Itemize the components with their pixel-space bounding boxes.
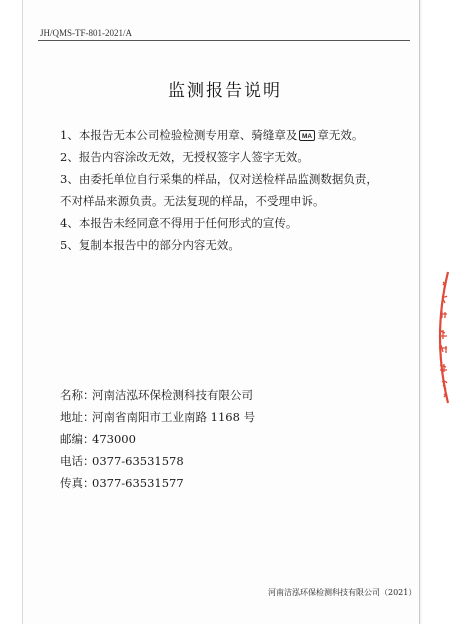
address-label: 地址： — [60, 410, 95, 424]
page-title: 监测报告说明 — [168, 81, 282, 101]
note-item-4: 4、本报告未经同意不得用于任何形式的宣传。 — [60, 216, 298, 230]
phone-row — [60, 450, 390, 472]
phone-value: 0377-63531578 — [92, 454, 184, 468]
cma-mark-icon — [299, 130, 315, 141]
seam-seal-icon — [430, 270, 450, 405]
note-3-text: 3、由委托单位自行采集的样品，仅对送检样品监测数据负责， — [60, 172, 378, 186]
fax-value: 0377-63531577 — [92, 476, 184, 490]
phone-label: 电话： — [60, 454, 95, 468]
company-name-row — [60, 384, 390, 406]
postcode-value: 473000 — [92, 432, 136, 446]
note-3-continuation: 不对样品来源负责。无法复现的样品，不受理申诉。 — [60, 194, 325, 208]
note-item-5: 5、复制本报告中的部分内容无效。 — [60, 238, 240, 252]
fax-row — [60, 472, 390, 494]
footer-text: 河南洁泓环保检测科技有限公司（2021） — [268, 588, 417, 597]
notes-list — [60, 124, 400, 256]
document-code: JH/QMS-TF-801-2021/A — [40, 28, 133, 38]
svg-text:MA: MA — [302, 133, 313, 140]
note-item-3 — [60, 168, 400, 212]
company-name-value: 河南洁泓环保检测科技有限公司 — [92, 388, 253, 402]
header-divider — [38, 40, 410, 41]
note-item-2: 2、报告内容涂改无效，无授权签字人签字无效。 — [60, 150, 309, 164]
fax-label: 传真： — [60, 476, 95, 490]
note-1-suffix: 章无效。 — [317, 128, 364, 142]
postcode-row — [60, 428, 390, 450]
postcode-label: 邮编： — [60, 432, 95, 446]
note-1-text: 1、本报告无本公司检验检测专用章、骑缝章及 — [60, 128, 298, 142]
company-info — [60, 384, 390, 494]
note-item-1 — [60, 124, 400, 146]
address-row — [60, 406, 390, 428]
address-value: 河南省南阳市工业南路 1168 号 — [92, 410, 256, 424]
company-name-label: 名称： — [60, 388, 95, 402]
